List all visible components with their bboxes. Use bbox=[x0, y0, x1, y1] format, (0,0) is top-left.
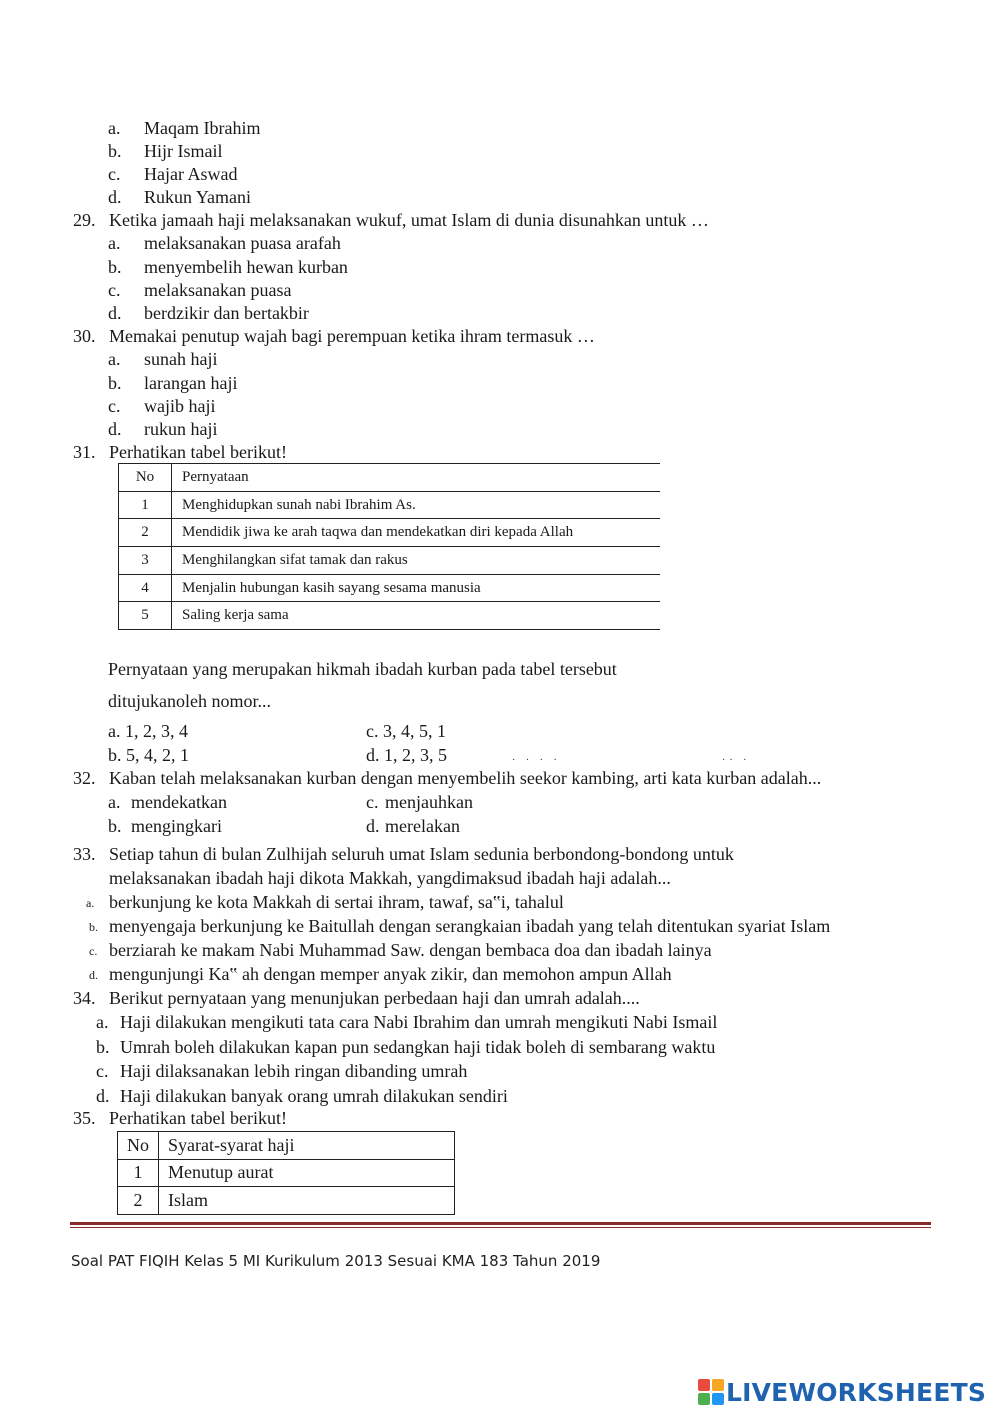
table-row bbox=[119, 491, 661, 519]
q33-option-d-text: mengunjungi Ka‟ ah dengan memper anyak zikir, dan memohon ampun Allah bbox=[109, 964, 672, 984]
logo-tile bbox=[698, 1393, 710, 1405]
table-cell-statement: Mendidik jiwa ke arah taqwa dan mendekatkan diri kepada Allah bbox=[172, 519, 661, 547]
q33-option-b-text: menyengaja berkunjung ke Baitullah dengan serangkaian ibadah yang telah ditentukan syariat Islam bbox=[109, 916, 831, 936]
table-header-statement: Pernyataan bbox=[172, 464, 661, 492]
scan-artifact: ·· · bbox=[722, 755, 751, 766]
q35-table bbox=[117, 1131, 455, 1215]
q34-option-b-text: Umrah boleh dilakukan kapan pun sedangkan haji tidak boleh di sembarang waktu bbox=[120, 1037, 716, 1057]
table-header-row bbox=[118, 1132, 455, 1160]
q30-option-b-text: larangan haji bbox=[144, 373, 238, 393]
q28-option-a-text: Maqam Ibrahim bbox=[144, 118, 261, 138]
q32-option-c-label: c. bbox=[366, 792, 379, 812]
q28-option-c-text: Hajar Aswad bbox=[144, 164, 238, 184]
q30-option-a-label: a. bbox=[108, 349, 121, 369]
q32-option-d-text: merelakan bbox=[385, 816, 460, 836]
q31-text: Perhatikan tabel berikut! bbox=[109, 442, 287, 462]
logo-text: LIVEWORKSHEETS bbox=[726, 1377, 987, 1407]
table-cell-statement: Menjalin hubungan kasih sayang sesama manusia bbox=[172, 574, 661, 602]
q30-option-c-text: wajib haji bbox=[144, 396, 216, 416]
table-row bbox=[118, 1187, 455, 1215]
q34-option-a-text: Haji dilakukan mengikuti tata cara Nabi Ibrahim dan umrah mengikuti Nabi Ismail bbox=[120, 1012, 718, 1032]
q35-text: Perhatikan tabel berikut! bbox=[109, 1108, 287, 1128]
table-header-no: No bbox=[118, 1132, 159, 1160]
scan-artifact: · · · · bbox=[512, 755, 561, 766]
table-cell-statement: Saling kerja sama bbox=[172, 602, 661, 630]
footer-divider bbox=[70, 1222, 931, 1225]
q32-option-b-text: mengingkari bbox=[131, 816, 222, 836]
q34-number: 34. bbox=[73, 988, 96, 1008]
footer-divider-thin bbox=[70, 1227, 931, 1228]
q28-option-c-label: c. bbox=[108, 164, 121, 184]
table-header-no: No bbox=[119, 464, 172, 492]
table-cell-requirement: Menutup aurat bbox=[159, 1159, 455, 1187]
q30-option-a-text: sunah haji bbox=[144, 349, 218, 369]
table-header-row bbox=[119, 464, 661, 492]
logo-tile bbox=[698, 1379, 710, 1391]
q29-option-c-label: c. bbox=[108, 280, 121, 300]
q32-option-b-label: b. bbox=[108, 816, 122, 836]
q30-option-c-label: c. bbox=[108, 396, 121, 416]
q32-option-a-text: mendekatkan bbox=[131, 792, 227, 812]
q33-line1: Setiap tahun di bulan Zulhijah seluruh umat Islam sedunia berbondong-bondong untuk bbox=[109, 844, 734, 864]
table-cell-no: 2 bbox=[119, 519, 172, 547]
table-cell-statement: Menghilangkan sifat tamak dan rakus bbox=[172, 547, 661, 575]
footer-text: Soal PAT FIQIH Kelas 5 MI Kurikulum 2013 Sesuai KMA 183 Tahun 2019 bbox=[71, 1252, 601, 1270]
q30-option-b-label: b. bbox=[108, 373, 122, 393]
q29-option-a-text: melaksanakan puasa arafah bbox=[144, 233, 341, 253]
table-cell-no: 4 bbox=[119, 574, 172, 602]
q28-option-b-text: Hijr Ismail bbox=[144, 141, 223, 161]
q29-option-a-label: a. bbox=[108, 233, 121, 253]
table-cell-no: 2 bbox=[118, 1187, 159, 1215]
q33-option-c-label: c. bbox=[89, 944, 98, 958]
q31-question-line2: ditujukanoleh nomor... bbox=[108, 691, 271, 711]
table-row bbox=[119, 574, 661, 602]
q32-text: Kaban telah melaksanakan kurban dengan menyembelih seekor kambing, arti kata kurban adalah... bbox=[109, 768, 822, 788]
q34-option-a-label: a. bbox=[96, 1012, 109, 1032]
table-row bbox=[118, 1159, 455, 1187]
q28-option-a-label: a. bbox=[108, 118, 121, 138]
liveworksheets-logo bbox=[698, 1377, 986, 1407]
q28-option-d-label: d. bbox=[108, 187, 122, 207]
table-cell-statement: Menghidupkan sunah nabi Ibrahim As. bbox=[172, 491, 661, 519]
table-cell-no: 3 bbox=[119, 547, 172, 575]
q32-option-d-label: d. bbox=[366, 816, 380, 836]
q34-option-b-label: b. bbox=[96, 1037, 110, 1057]
q30-text: Memakai penutup wajah bagi perempuan ketika ihram termasuk … bbox=[109, 326, 595, 346]
q29-option-d-label: d. bbox=[108, 303, 122, 323]
q29-option-d-text: berdzikir dan bertakbir bbox=[144, 303, 309, 323]
table-cell-requirement: Islam bbox=[159, 1187, 455, 1215]
q33-line2: melaksanakan ibadah haji dikota Makkah, yangdimaksud ibadah haji adalah... bbox=[109, 868, 671, 888]
q34-option-c-text: Haji dilaksanakan lebih ringan dibanding umrah bbox=[120, 1061, 468, 1081]
q33-option-c-text: berziarah ke makam Nabi Muhammad Saw. dengan bembaca doa dan ibadah lainya bbox=[109, 940, 712, 960]
q33-number: 33. bbox=[73, 844, 96, 864]
q29-number: 29. bbox=[73, 210, 96, 230]
q31-question-line1: Pernyataan yang merupakan hikmah ibadah kurban pada tabel tersebut bbox=[108, 659, 617, 679]
q33-option-d-label: d. bbox=[89, 968, 98, 982]
q31-option-a: a. 1, 2, 3, 4 bbox=[108, 721, 188, 741]
q32-number: 32. bbox=[73, 768, 96, 788]
q33-option-b-label: b. bbox=[89, 920, 98, 934]
q29-option-b-text: menyembelih hewan kurban bbox=[144, 257, 348, 277]
logo-tiles-icon bbox=[698, 1379, 724, 1405]
q33-option-a-label: a. bbox=[86, 896, 95, 910]
table-cell-no: 5 bbox=[119, 602, 172, 630]
table-row bbox=[119, 547, 661, 575]
logo-tile bbox=[712, 1379, 724, 1391]
table-row bbox=[119, 519, 661, 547]
q32-option-c-text: menjauhkan bbox=[385, 792, 473, 812]
q28-option-d-text: Rukun Yamani bbox=[144, 187, 252, 207]
q31-option-d: d. 1, 2, 3, 5 bbox=[366, 745, 447, 765]
q30-option-d-text: rukun haji bbox=[144, 419, 218, 439]
q28-option-b-label: b. bbox=[108, 141, 122, 161]
q31-number: 31. bbox=[73, 442, 96, 462]
q34-text: Berikut pernyataan yang menunjukan perbedaan haji dan umrah adalah.... bbox=[109, 988, 640, 1008]
q34-option-c-label: c. bbox=[96, 1061, 109, 1081]
q29-option-c-text: melaksanakan puasa bbox=[144, 280, 292, 300]
logo-tile bbox=[712, 1393, 724, 1405]
q29-option-b-label: b. bbox=[108, 257, 122, 277]
q31-table bbox=[118, 463, 660, 630]
q30-option-d-label: d. bbox=[108, 419, 122, 439]
q35-number: 35. bbox=[73, 1108, 96, 1128]
table-row bbox=[119, 602, 661, 630]
table-header-requirement: Syarat-syarat haji bbox=[159, 1132, 455, 1160]
q34-option-d-label: d. bbox=[96, 1086, 110, 1106]
q29-text: Ketika jamaah haji melaksanakan wukuf, umat Islam di dunia disunahkan untuk … bbox=[109, 210, 709, 230]
table-cell-no: 1 bbox=[118, 1159, 159, 1187]
q33-option-a-text: berkunjung ke kota Makkah di sertai ihram, tawaf, sa‟i, tahalul bbox=[109, 892, 564, 912]
q31-option-b: b. 5, 4, 2, 1 bbox=[108, 745, 189, 765]
q30-number: 30. bbox=[73, 326, 96, 346]
q34-option-d-text: Haji dilakukan banyak orang umrah dilakukan sendiri bbox=[120, 1086, 508, 1106]
table-cell-no: 1 bbox=[119, 491, 172, 519]
q32-option-a-label: a. bbox=[108, 792, 121, 812]
q31-option-c: c. 3, 4, 5, 1 bbox=[366, 721, 446, 741]
